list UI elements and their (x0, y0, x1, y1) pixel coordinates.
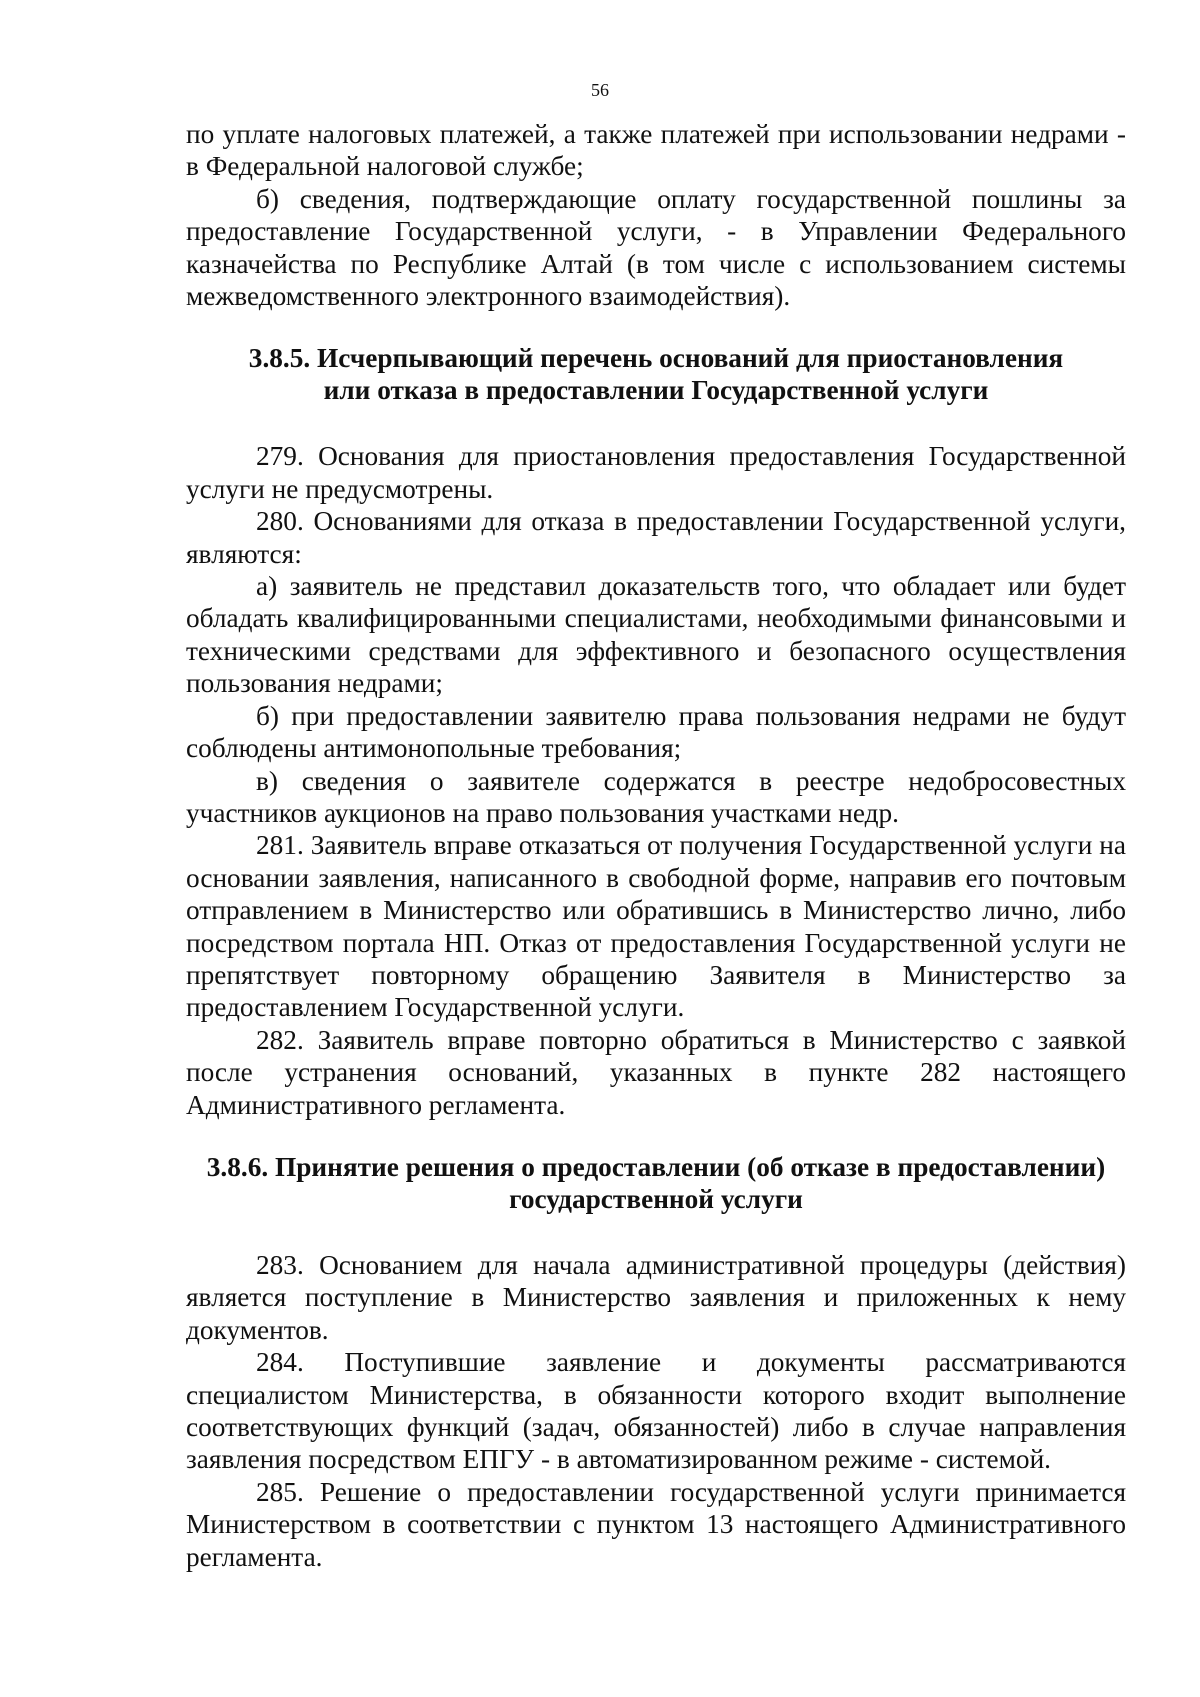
paragraph-280-b: б) при предоставлении заявителю права пользования недрами не будут соблюдены антимонопольные требования; (186, 700, 1126, 764)
document-body (186, 118, 1126, 1573)
paragraph-281: 281. Заявитель вправе отказаться от получения Государственной услуги на основании заявления, написанного в свободной форме, направив его почтовым отправлением в Министерство или обратившись в Министерство лично, либо посредством портала НП. Отказ от предоставления Государственной услуги не препятствует повторному обращению Заявителя в Министерство за предоставлением Государственной услуги. (186, 830, 1126, 1023)
heading-line: 3.8.5. Исчерпывающий перечень оснований для приостановления (248, 343, 1064, 374)
section-heading-3-8-5 (186, 342, 1126, 406)
paragraph-280-a: а) заявитель не представил доказательств того, что обладает или будет обладать квалифицированными специалистами, необходимыми финансовыми и техническими средствами для эффективного и безопасного осуществления пользования недрами; (186, 571, 1126, 699)
paragraph-284: 284. Поступившие заявление и документы рассматриваются специалистом Министерства, в обязанности которого входит выполнение соответствующих функций (задач, обязанностей) либо в случае направления заявления посредством ЕПГУ - в автоматизированном режиме - системой. (186, 1347, 1126, 1475)
paragraph-285: 285. Решение о предоставлении государственной услуги принимается Министерством в соответствии с пунктом 13 настоящего Административного регламента. (186, 1476, 1126, 1572)
paragraph-279: 279. Основания для приостановления предоставления Государственной услуги не предусмотрены. (186, 441, 1126, 504)
paragraph-intro-b: б) сведения, подтверждающие оплату государственной пошлины за предоставление Государственной услуги, - в Управлении Федерального казначейства по Республике Алтай (в том числе с использованием системы межведомственного электронного взаимодействия). (186, 183, 1126, 312)
paragraph-280-v: в) сведения о заявителе содержатся в реестре недобросовестных участников аукционов на право пользования участками недр. (186, 765, 1126, 828)
page-number: 56 (591, 80, 609, 100)
heading-line: 3.8.6. Принятие решения о предоставлении (об отказе в предоставлении) (206, 1151, 1106, 1182)
paragraph-intro-continuation: по уплате налоговых платежей, а также платежей при использовании недрами - в Федеральной налоговой службе; (186, 119, 1126, 182)
paragraph-282: 282. Заявитель вправе повторно обратиться в Министерство с заявкой после устранения оснований, указанных в пункте 282 настоящего Административного регламента. (186, 1024, 1126, 1120)
heading-line: государственной услуги (509, 1183, 803, 1214)
section-heading-3-8-6 (186, 1151, 1126, 1215)
heading-line: или отказа в предоставлении Государственной услуги (323, 375, 989, 406)
paragraph-283: 283. Основанием для начала административной процедуры (действия) является поступление в Министерство заявления и приложенных к нему документов. (186, 1249, 1126, 1345)
paragraph-280: 280. Основаниями для отказа в предоставлении Государственной услуги, являются: (186, 506, 1126, 569)
